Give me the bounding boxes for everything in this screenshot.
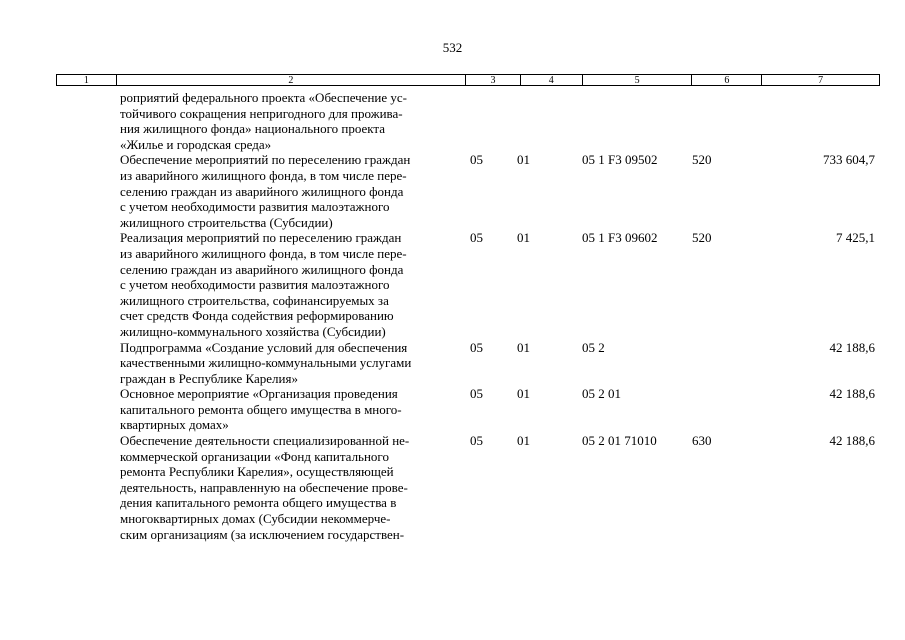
table-row — [0, 152, 905, 230]
description-line: Основное мероприятие «Организация проведения — [120, 386, 398, 402]
amount-value: 42 188,6 — [829, 339, 875, 355]
header-col-7: 7 — [818, 75, 824, 86]
description-line: «Жилье и городская среда» — [120, 136, 272, 152]
expense-type-code: 520 — [692, 230, 712, 246]
description-line: счет средств Фонда содействия реформированию — [120, 308, 394, 324]
description-line: селению граждан из аварийного жилищного фонда — [120, 261, 404, 277]
target-article-code: 05 2 01 — [582, 386, 621, 402]
amount-value: 7 425,1 — [836, 230, 875, 246]
description-line: многоквартирных домах (Субсидии некоммерче- — [120, 511, 391, 527]
table-row — [0, 433, 905, 542]
description-line: Реализация мероприятий по переселению граждан — [120, 230, 402, 246]
description-line: граждан в Республике Карелия» — [120, 370, 298, 386]
row-description — [120, 386, 458, 433]
row-description — [120, 152, 458, 230]
description-line: Обеспечение мероприятий по переселению граждан — [120, 152, 411, 168]
description-line: коммерческой организации «Фонд капитального — [120, 448, 389, 464]
section-code: 05 — [470, 339, 483, 355]
description-line: из аварийного жилищного фонда, в том числе пере- — [120, 167, 407, 183]
description-line: ремонта Республики Карелия», осуществляющей — [120, 464, 394, 480]
description-line: Обеспечение деятельности специализированной не- — [120, 433, 410, 449]
description-line: роприятий федерального проекта «Обеспечение ус- — [120, 90, 407, 105]
amount-value: 42 188,6 — [829, 433, 875, 449]
amount-value: 42 188,6 — [829, 386, 875, 402]
section-code: 05 — [470, 152, 483, 168]
header-col-1: 1 — [57, 75, 117, 85]
section-code: 05 — [470, 433, 483, 449]
row-description — [120, 433, 458, 542]
description-line: капитального ремонта общего имущества в много- — [120, 401, 402, 417]
section-code: 05 — [470, 386, 483, 402]
table-row — [0, 340, 905, 387]
table-header — [56, 74, 880, 86]
expense-type-code: 520 — [692, 152, 712, 168]
description-line: качественными жилищно-коммунальными услугами — [120, 355, 412, 371]
table-body — [0, 90, 905, 542]
description-line: жилищно-коммунального хозяйства (Субсидии) — [120, 323, 386, 339]
target-article-code: 05 1 F3 09502 — [582, 152, 658, 168]
amount-value: 733 604,7 — [823, 152, 875, 168]
subsection-code: 01 — [517, 339, 530, 355]
row-description — [120, 90, 458, 152]
description-line: жилищного строительства (Субсидии) — [120, 214, 333, 230]
description-line: деятельность, направленную на обеспечение прове- — [120, 479, 408, 495]
description-line: ния жилищного фонда» национального проекта — [120, 121, 386, 137]
header-col-3: 3 — [466, 75, 521, 85]
description-line: ским организациям (за исключением государствен- — [120, 526, 405, 542]
header-col-4: 4 — [521, 75, 583, 85]
subsection-code: 01 — [517, 230, 530, 246]
target-article-code: 05 2 01 71010 — [582, 433, 657, 449]
description-line: с учетом необходимости развития малоэтажного — [120, 199, 390, 215]
description-line: с учетом необходимости развития малоэтажного — [120, 277, 390, 293]
header-col-6: 6 — [692, 75, 762, 85]
description-line: жилищного строительства, софинансируемых за — [120, 292, 389, 308]
row-description — [120, 340, 458, 387]
description-line: тойчивого сокращения непригодного для прожива- — [120, 105, 403, 121]
description-line: квартирных домах» — [120, 417, 229, 433]
target-article-code: 05 2 — [582, 339, 605, 355]
table-row — [0, 90, 905, 152]
header-col-2: 2 — [117, 75, 466, 85]
table-row — [0, 386, 905, 433]
target-article-code: 05 1 F3 09602 — [582, 230, 658, 246]
description-line: из аварийного жилищного фонда, в том числе пере- — [120, 245, 407, 261]
row-description — [120, 230, 458, 339]
page-number: 532 — [442, 40, 463, 55]
description-line: селению граждан из аварийного жилищного фонда — [120, 183, 404, 199]
description-line: Подпрограмма «Создание условий для обеспечения — [120, 339, 408, 355]
subsection-code: 01 — [517, 152, 530, 168]
subsection-code: 01 — [517, 433, 530, 449]
expense-type-code: 630 — [692, 433, 712, 449]
subsection-code: 01 — [517, 386, 530, 402]
section-code: 05 — [470, 230, 483, 246]
table-row — [0, 230, 905, 339]
header-col-5: 5 — [583, 75, 693, 85]
description-line: дения капитального ремонта общего имущества в — [120, 495, 397, 511]
